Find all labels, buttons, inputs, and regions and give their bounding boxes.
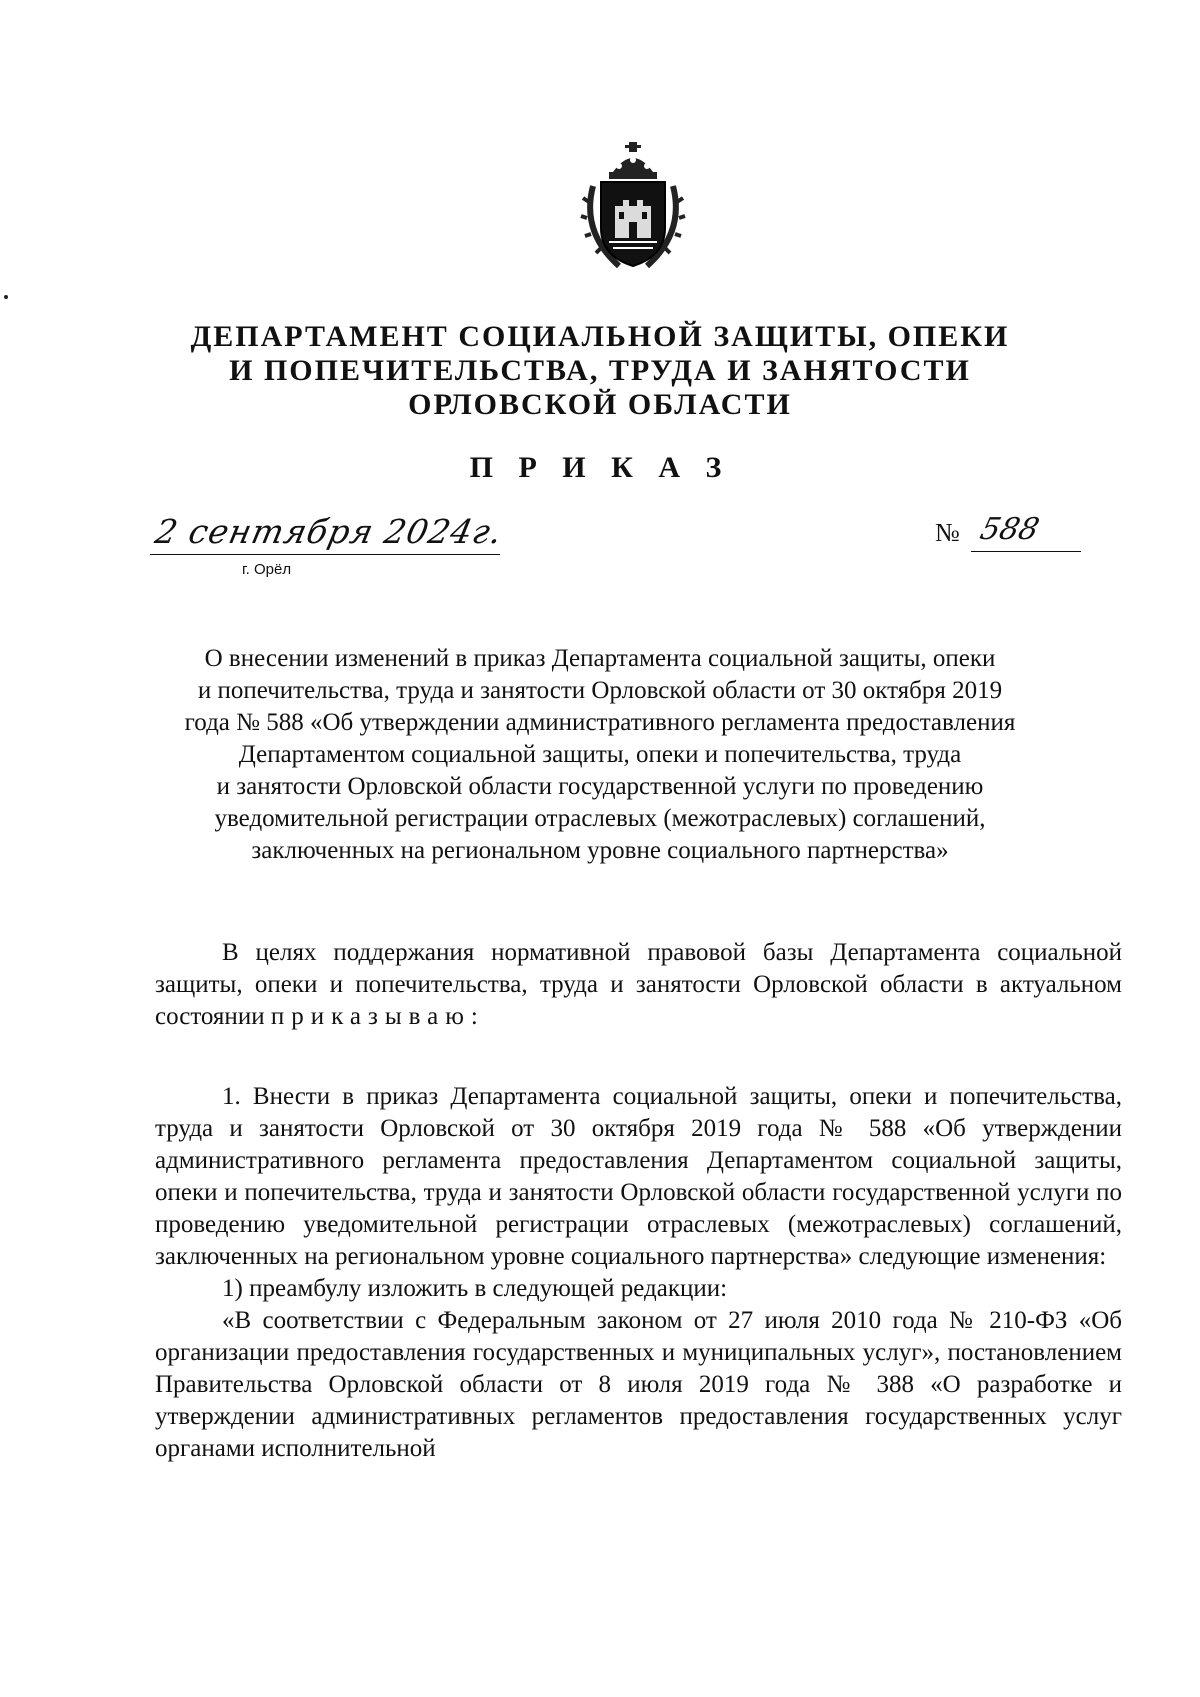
coat-of-arms-emblem bbox=[579, 142, 687, 272]
subject-line: Департаментом социальной защиты, опеки и попечительства, труда bbox=[238, 741, 962, 768]
order-subject bbox=[150, 643, 1050, 867]
order-body bbox=[155, 937, 1122, 1465]
subject-line: и занятости Орловской области государственной услуги по проведению bbox=[216, 773, 984, 800]
scan-edge-mark bbox=[4, 295, 8, 299]
quote-paragraph: «В соответствии с Федеральным законом от 27 июля 2010 года № 210-ФЗ «Об организации предоставления государственных и муниципальных услуг», постановлением Правительства Орловской области от 8 июля 2019 года № 388 «О разработке и утверждении административных регламентов предоставления государственных услуг органами исполнительной bbox=[155, 1307, 1122, 1462]
subject-line: года № 588 «Об утверждении административного регламента предоставления bbox=[184, 709, 1016, 736]
date-underline bbox=[150, 554, 500, 555]
number-underline bbox=[971, 551, 1081, 552]
department-line: ДЕПАРТАМЕНТ СОЦИАЛЬНОЙ ЗАЩИТЫ, ОПЕКИ bbox=[190, 320, 1010, 353]
department-title bbox=[160, 320, 1040, 422]
city-label: г. Орёл bbox=[242, 561, 292, 578]
preamble-paragraph bbox=[155, 937, 1122, 1033]
number-block bbox=[935, 512, 1085, 562]
preamble-end: : bbox=[470, 1003, 478, 1030]
department-line: ОРЛОВСКОЙ ОБЛАСТИ bbox=[408, 388, 792, 421]
handwritten-number: 588 bbox=[976, 512, 1043, 547]
date-block bbox=[150, 512, 510, 592]
handwritten-date: 2 сентября 2024г. bbox=[151, 512, 507, 551]
subject-line: и попечительства, труда и занятости Орловской области от 30 октября 2019 bbox=[197, 677, 1003, 704]
order-word: приказываю bbox=[270, 1003, 471, 1030]
document-type-heading: П Р И К А З bbox=[469, 451, 731, 484]
subject-line: заключенных на региональном уровне социального партнерства» bbox=[251, 837, 949, 864]
number-label: № bbox=[935, 518, 960, 547]
department-line: И ПОПЕЧИТЕЛЬСТВА, ТРУДА И ЗАНЯТОСТИ bbox=[229, 354, 971, 387]
preamble-text: В целях поддержания нормативной правовой базы Департамента социальной защиты, опеки и попечительства, труда и занятости Орловской области в актуальном состоянии bbox=[155, 939, 1122, 1030]
subject-line: уведомительной регистрации отраслевых (межотраслевых) соглашений, bbox=[214, 805, 986, 832]
subitem-1-paragraph: 1) преамбулу изложить в следующей редакции: bbox=[222, 1275, 728, 1302]
item-1-paragraph: 1. Внести в приказ Департамента социальной защиты, опеки и попечительства, труда и занятости Орловской от 30 октября 2019 года № 588 «Об утверждении административного регламента предоставления Департаментом социальной защиты, опеки и попечительства, труда и занятости Орловской области государственной услуги по проведению уведомительной регистрации отраслевых (межотраслевых) соглашений, заключенных на региональном уровне социального партнерства» следующие изменения: bbox=[155, 1083, 1122, 1270]
subject-line: О внесении изменений в приказ Департамента социальной защиты, опеки bbox=[204, 645, 996, 672]
